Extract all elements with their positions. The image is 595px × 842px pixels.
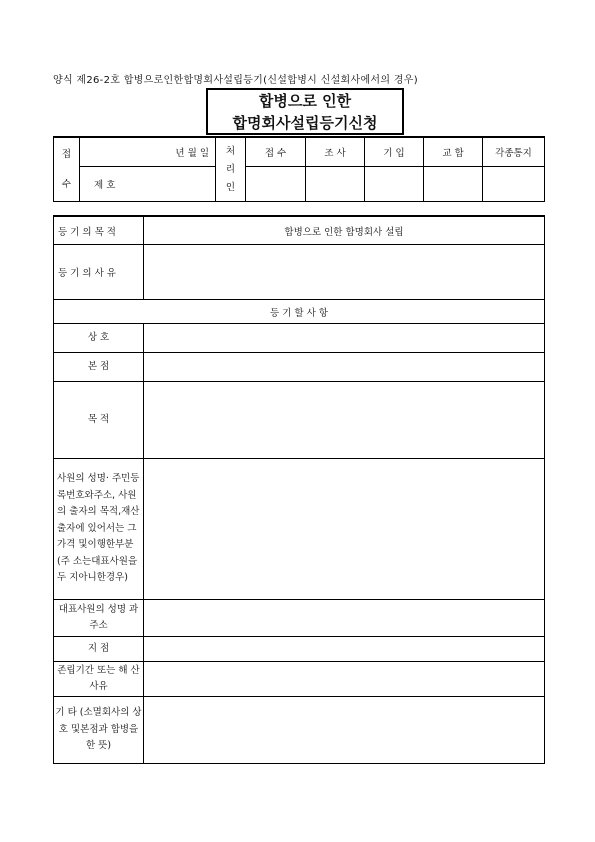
- col-notice: 각종통지: [483, 137, 545, 167]
- receipt-label: 접 수: [54, 137, 80, 202]
- receipt-date: 년 월 일: [80, 137, 216, 167]
- purpose-of-registration-label: 등 기 의 목 적: [54, 216, 144, 245]
- receipt-number: 제 호: [80, 167, 216, 202]
- branch-label: 지 점: [54, 637, 144, 662]
- reason-of-registration-field[interactable]: [144, 245, 545, 300]
- col-collate: 교 합: [424, 137, 483, 167]
- branch-field[interactable]: [144, 637, 545, 662]
- form-title: [206, 88, 404, 135]
- registration-table: [53, 215, 545, 764]
- head-office-label: 본 점: [54, 353, 144, 382]
- other-field[interactable]: [144, 697, 545, 764]
- trade-name-field[interactable]: [144, 324, 545, 353]
- members-info-label: 사원의 성명· 주민등록번호와주소, 사원의 출자의 목적,재산출자에 있어서는 그 가격 및이행한부분(주 소는대표사원을두 지아니한경우): [54, 459, 144, 600]
- stamp-review[interactable]: [306, 167, 365, 202]
- stamp-receipt[interactable]: [246, 167, 306, 202]
- form-header: 양식 제26-2호 합병으로인한합명회사설립등기(신설합병시 신설회사에서의 경우): [53, 75, 418, 86]
- representative-member-field[interactable]: [144, 600, 545, 637]
- processor-label: 처 리 인: [216, 137, 246, 202]
- stamp-collate[interactable]: [424, 167, 483, 202]
- col-receipt: 접 수: [246, 137, 306, 167]
- reception-table: [53, 136, 545, 202]
- business-purpose-label: 목 적: [54, 382, 144, 459]
- head-office-field[interactable]: [144, 353, 545, 382]
- duration-label: 존립기간 또는 해 산사유: [54, 662, 144, 697]
- duration-field[interactable]: [144, 662, 545, 697]
- trade-name-label: 상 호: [54, 324, 144, 353]
- members-info-field[interactable]: [144, 459, 545, 600]
- title-line-2: 합명회사설립등기신청: [232, 114, 378, 132]
- stamp-notice[interactable]: [483, 167, 545, 202]
- business-purpose-field[interactable]: [144, 382, 545, 459]
- title-line-1: 합병으로 인한: [258, 92, 352, 110]
- col-review: 조 사: [306, 137, 365, 167]
- other-label: 기 타 (소멸회사의 상호 및본점과 합병을 한 뜻): [54, 697, 144, 764]
- col-entry: 기 입: [365, 137, 424, 167]
- reason-of-registration-label: 등 기 의 사 유: [54, 245, 144, 300]
- stamp-entry[interactable]: [365, 167, 424, 202]
- representative-member-label: 대표사원의 성명 과 주소: [54, 600, 144, 637]
- purpose-of-registration-value: 합병으로 인한 합명회사 설립: [144, 216, 545, 245]
- registration-items-header: 등 기 할 사 항: [54, 300, 545, 324]
